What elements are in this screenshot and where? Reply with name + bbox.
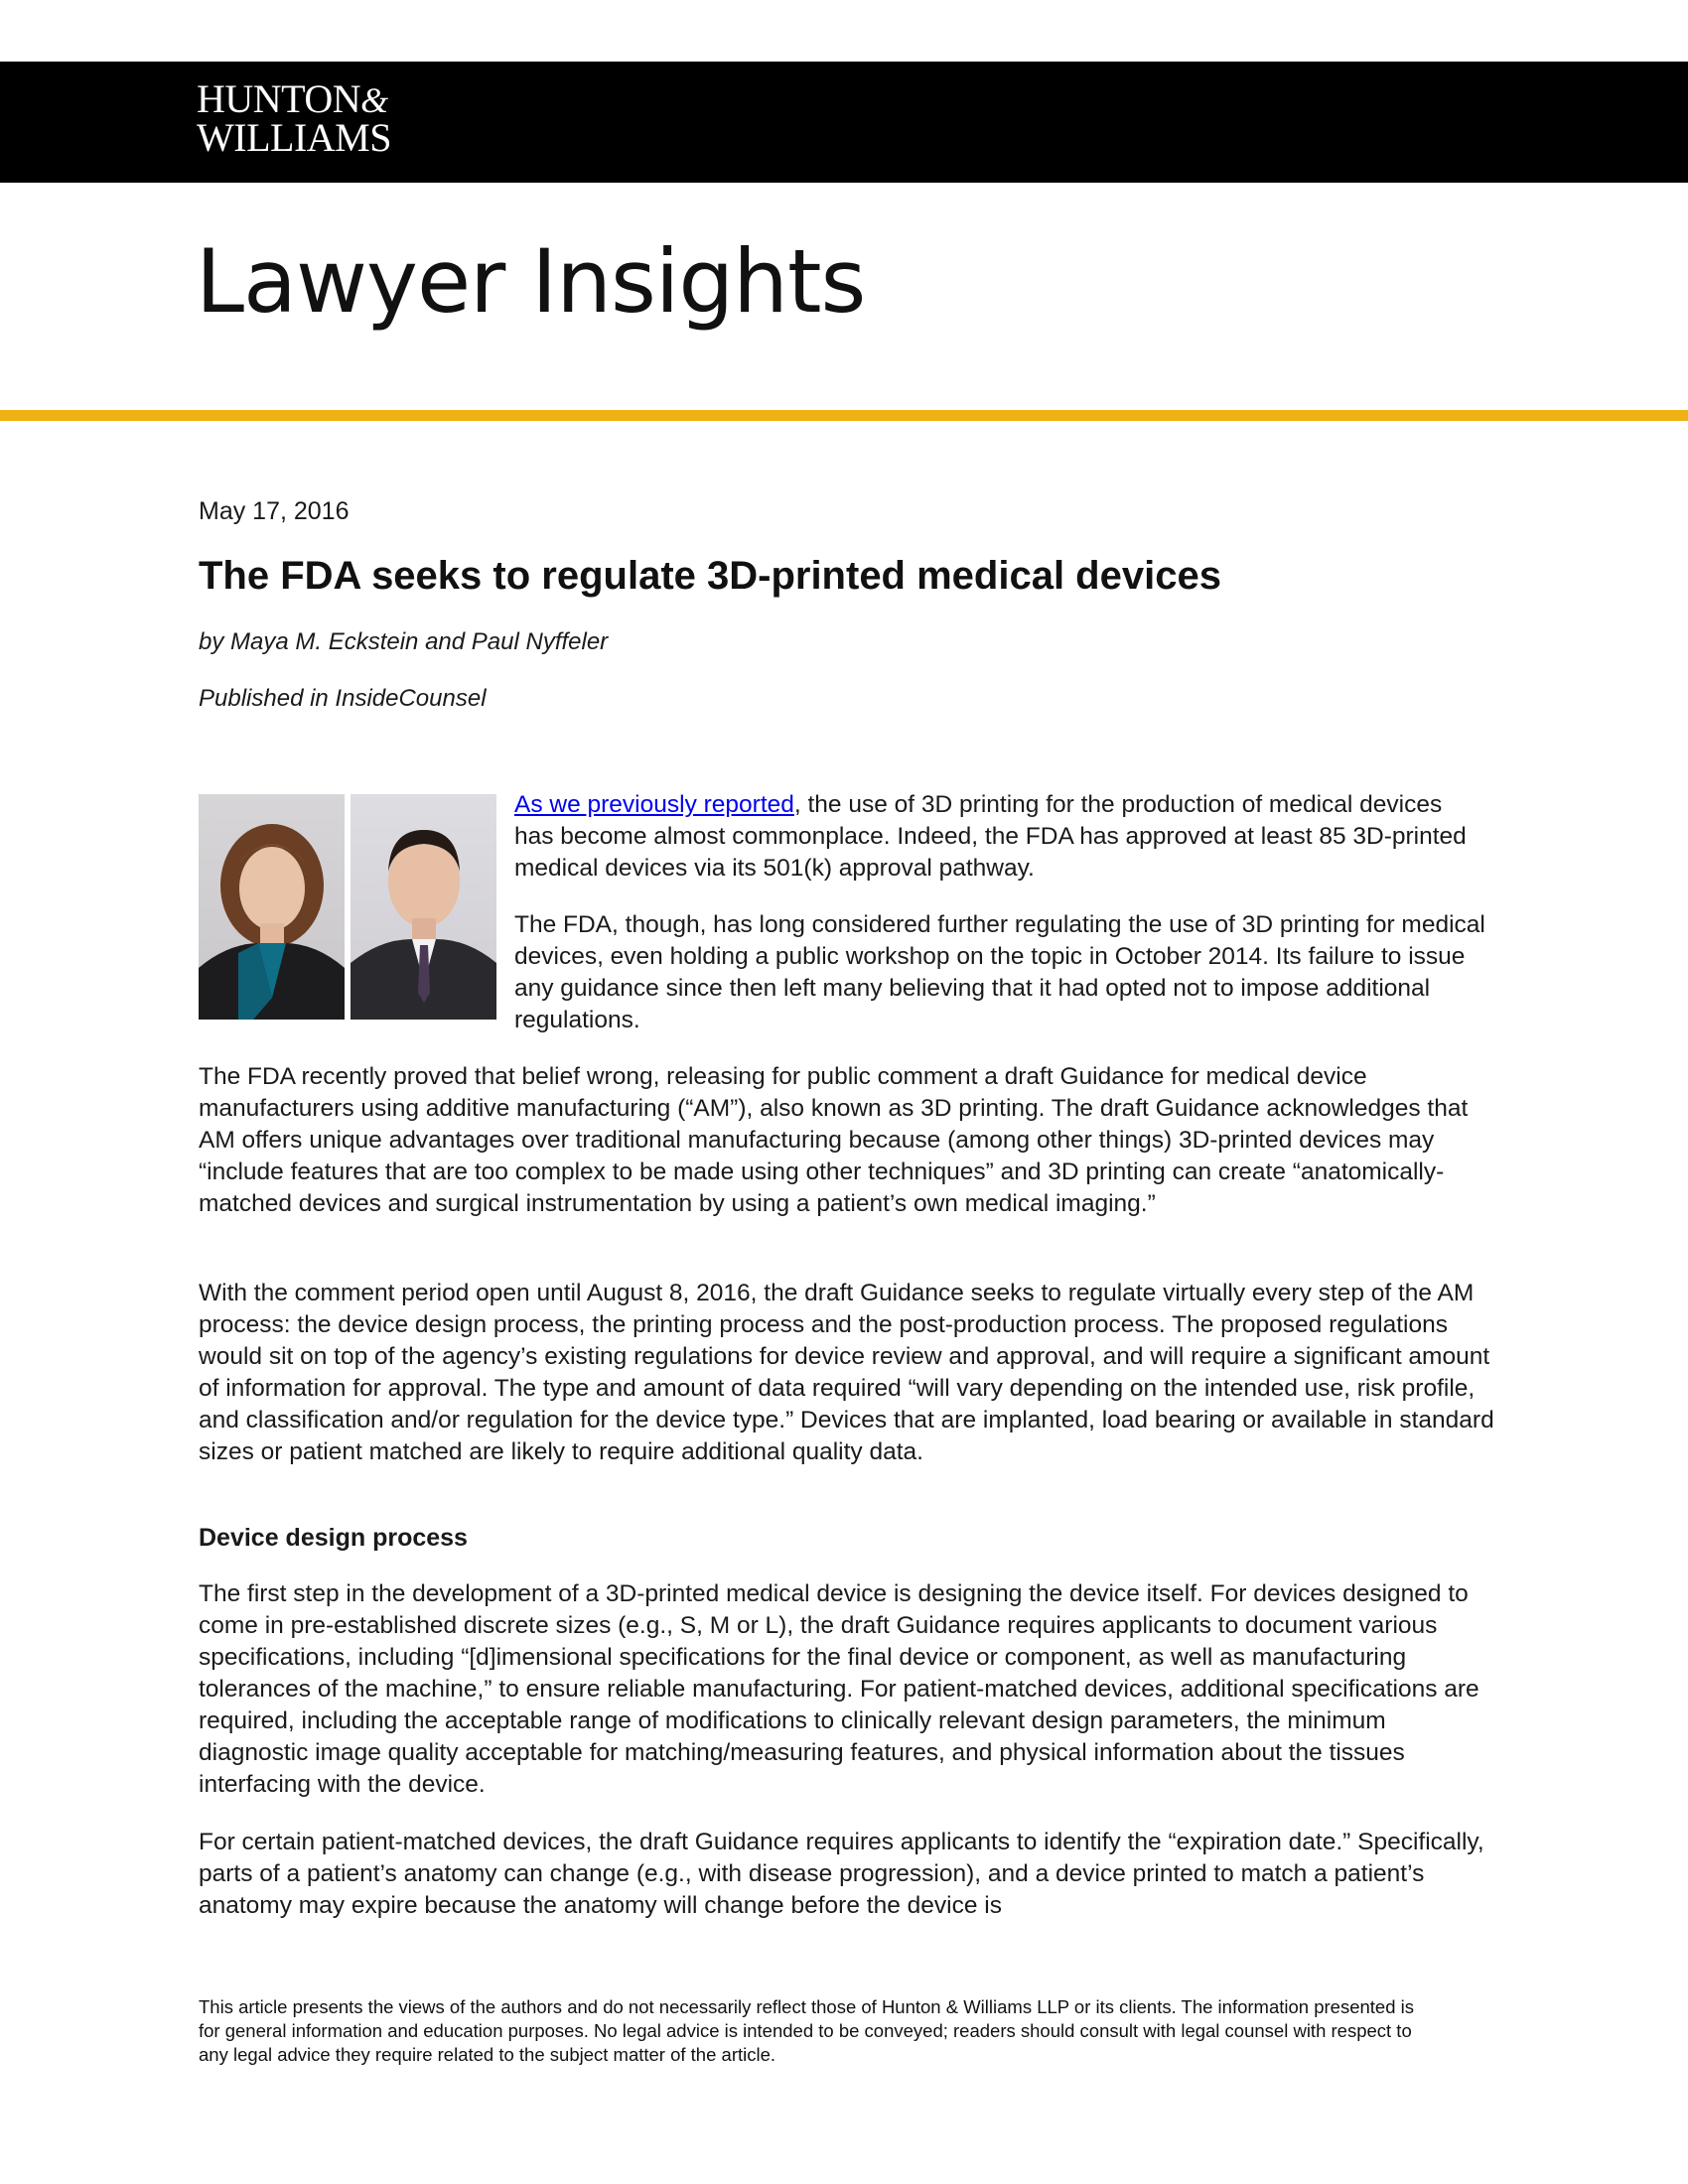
footer-disclaimer: This article presents the views of the authors and do not necessarily reflect those of Hunton & Williams LLP or its clients. The information presented is for general information and education purposes. No legal advice is intended to be conveyed; readers should consult with legal counsel with respect to any legal advice they require related to the subject matter of the article. <box>199 1996 1414 2065</box>
header-bar <box>0 62 1688 183</box>
logo-ampersand: & <box>360 80 388 120</box>
logo-line2: WILLIAMS <box>197 115 391 160</box>
portrait-woman-icon <box>199 794 345 1020</box>
body-paragraph-6 <box>199 1827 1499 1922</box>
intro-paragraph-2 <box>514 909 1487 1036</box>
body-paragraph-4-text: With the comment period open until August 8, 2016, the draft Guidance seeks to regulate virtually every step of the AM process: the device design process, the printing process and the post-production process. The proposed regulations would sit on top of the agency’s existing regulations for device review and approval, and will require a significant amount of information for approval. The type and amount of data required “will vary depending on the intended use, risk profile, and classification and/or regulation for the device type.” Devices that are implanted, load bearing or available in standard sizes or patient matched are likely to require additional quality data. <box>199 1280 1494 1465</box>
accent-rule <box>0 410 1688 421</box>
article-byline: by Maya M. Eckstein and Paul Nyffeler <box>199 628 609 655</box>
article-headline: The FDA seeks to regulate 3D-printed medical devices <box>199 554 1221 598</box>
section-subheading: Device design process <box>199 1524 468 1552</box>
publication-title: Lawyer Insights <box>196 230 866 333</box>
author-photo-nyffeler <box>351 794 496 1020</box>
previously-reported-link[interactable]: As we previously reported <box>514 791 794 818</box>
intro-paragraph-1-text: , the use of 3D printing for the production of medical devices has become almost commonplace. Indeed, the FDA has approved at least 85 3D-printed medical devices via its 501(k) approval pathway. <box>514 791 1467 882</box>
body-paragraph-3-text: The FDA recently proved that belief wrong, releasing for public comment a draft Guidance for medical device manufacturers using additive manufacturing (“AM”), also known as 3D printing. The draft Guidance acknowledges that AM offers unique advantages over traditional manufacturing because (among other things) 3D-printed devices may “include features that are too complex to be made using other techniques” and 3D printing can create “anatomically-matched devices and surgical instrumentation by using a patient’s own medical imaging.” <box>199 1063 1469 1217</box>
article-date: May 17, 2016 <box>199 497 350 525</box>
body-paragraph-5 <box>199 1578 1499 1801</box>
firm-logo <box>197 76 391 160</box>
body-paragraph-6-text: For certain patient-matched devices, the draft Guidance requires applicants to identify the “expiration date.” Specifically, parts of a patient’s anatomy can change (e.g., with disease progression), and a device printed to match a patient’s anatomy may expire because the anatomy will change before the device is <box>199 1829 1484 1919</box>
intro-paragraph-1 <box>514 789 1487 885</box>
body-paragraph-5-text: The first step in the development of a 3D-printed medical device is designing the device itself. For devices designed to come in pre-established discrete sizes (e.g., S, M or L), the draft Guidance requires applicants to document various specifications, including “[d]imensional specifications for the final device or component, as well as manufacturing tolerances of the machine,” to ensure reliable manufacturing. For patient-matched devices, additional specifications are required, including the acceptable range of modifications to clinically relevant design parameters, the minimum diagnostic image quality acceptable for matching/measuring features, and physical information about the tissues interfacing with the device. <box>199 1580 1479 1798</box>
published-in: Published in InsideCounsel <box>199 685 487 712</box>
portrait-man-icon <box>351 794 496 1020</box>
body-paragraph-4 <box>199 1278 1499 1468</box>
body-paragraph-3 <box>199 1061 1499 1220</box>
author-photo-eckstein <box>199 794 345 1020</box>
intro-paragraph-2-text: The FDA, though, has long considered further regulating the use of 3D printing for medical devices, even holding a public workshop on the topic in October 2014. Its failure to issue any guidance since then left many believing that it had opted not to impose additional regulations. <box>514 911 1485 1033</box>
logo-line1: HUNTON <box>197 76 361 121</box>
